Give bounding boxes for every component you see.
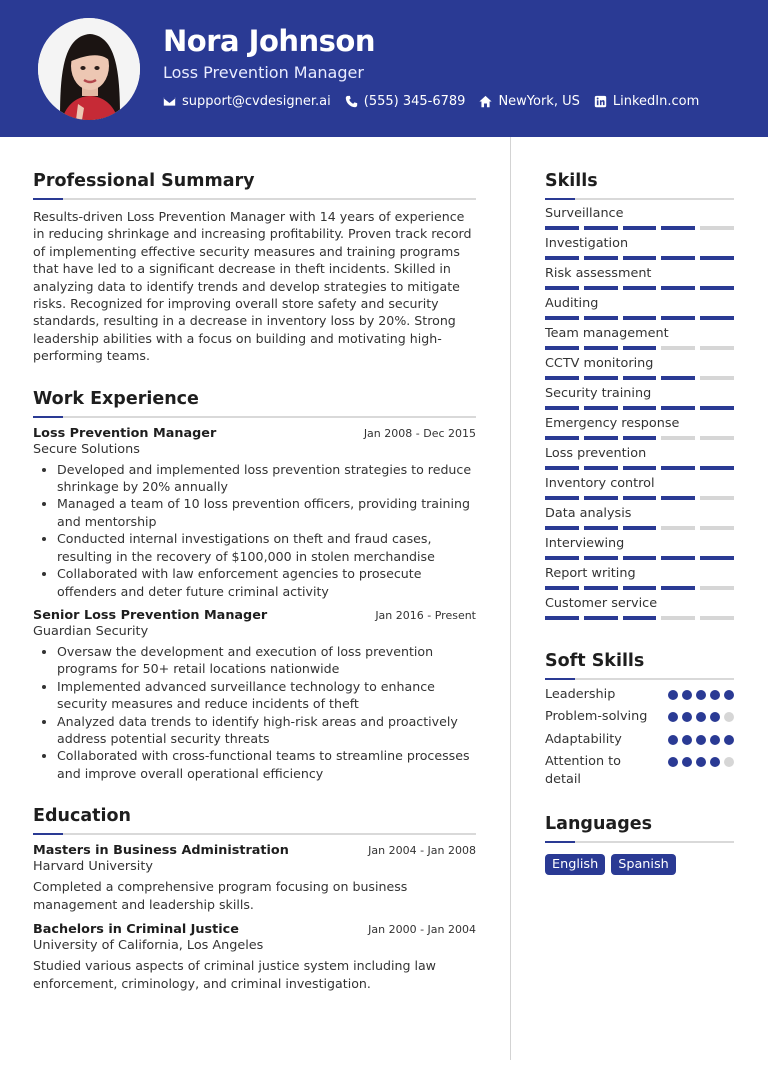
skill-level-segment bbox=[623, 226, 657, 230]
soft-skill-rating bbox=[668, 712, 734, 722]
profile-photo-icon bbox=[38, 18, 140, 120]
skill-level-segment bbox=[584, 556, 618, 560]
rating-dot bbox=[682, 712, 692, 722]
skill-level-bar bbox=[545, 526, 734, 530]
skill-name: Interviewing bbox=[545, 536, 625, 551]
rating-dot bbox=[724, 757, 734, 767]
education-description: Studied various aspects of criminal justice system including law enforcement, criminology, and criminal investigation. bbox=[33, 958, 436, 992]
skill-item bbox=[545, 206, 734, 230]
job-bullet: Oversaw the development and execution of loss prevention programs for 50+ retail locations nationwide bbox=[33, 643, 476, 678]
skill-item bbox=[545, 446, 734, 470]
skill-level-segment bbox=[545, 496, 579, 500]
skill-level-bar bbox=[545, 586, 734, 590]
skill-level-segment bbox=[661, 496, 695, 500]
skill-name: Auditing bbox=[545, 296, 599, 311]
education-section bbox=[33, 806, 476, 993]
soft-skill-rating bbox=[668, 735, 734, 745]
skill-level-segment bbox=[700, 346, 734, 350]
skill-level-segment bbox=[545, 376, 579, 380]
education-degree: Bachelors in Criminal Justice bbox=[33, 922, 239, 938]
linkedin-icon bbox=[594, 95, 607, 108]
contact-linkedin-text: LinkedIn.com bbox=[612, 94, 700, 109]
skill-level-segment bbox=[545, 586, 579, 590]
sidebar-column bbox=[545, 137, 734, 875]
skills-section bbox=[545, 171, 734, 620]
job-dates: Jan 2008 - Dec 2015 bbox=[363, 426, 476, 440]
rating-dot bbox=[682, 735, 692, 745]
skill-name: Security training bbox=[545, 386, 652, 401]
skill-name: Loss prevention bbox=[545, 446, 647, 461]
home-icon bbox=[479, 95, 492, 108]
skill-item bbox=[545, 326, 734, 350]
rating-dot bbox=[710, 690, 720, 700]
skill-item bbox=[545, 236, 734, 260]
language-tag: Spanish bbox=[611, 854, 676, 875]
avatar bbox=[38, 18, 140, 120]
skill-item bbox=[545, 296, 734, 320]
job-entry bbox=[33, 608, 476, 782]
job-bullet: Implemented advanced surveillance technology to enhance security measures and reduce incidents of theft bbox=[33, 678, 476, 713]
language-tag: English bbox=[545, 854, 605, 875]
skill-level-segment bbox=[584, 616, 618, 620]
skill-name: Surveillance bbox=[545, 206, 624, 221]
skill-level-segment bbox=[545, 316, 579, 320]
contact-location-text: NewYork, US bbox=[498, 94, 580, 109]
education-entry bbox=[33, 843, 476, 914]
skill-level-segment bbox=[661, 376, 695, 380]
skill-level-segment bbox=[623, 436, 657, 440]
skill-level-segment bbox=[623, 316, 657, 320]
skill-level-segment bbox=[584, 526, 618, 530]
section-title-soft-skills: Soft Skills bbox=[545, 651, 645, 671]
rating-dot bbox=[668, 712, 678, 722]
soft-skill-rating bbox=[668, 757, 734, 767]
languages-section bbox=[545, 814, 734, 875]
column-divider bbox=[510, 137, 511, 1060]
section-rule bbox=[545, 841, 734, 843]
skill-level-segment bbox=[700, 436, 734, 440]
skill-level-segment bbox=[623, 616, 657, 620]
skill-level-segment bbox=[545, 556, 579, 560]
skill-level-bar bbox=[545, 226, 734, 230]
skill-level-segment bbox=[584, 586, 618, 590]
skill-level-segment bbox=[623, 556, 657, 560]
rating-dot bbox=[668, 757, 678, 767]
rating-dot bbox=[696, 735, 706, 745]
skill-name: CCTV monitoring bbox=[545, 356, 654, 371]
skill-level-segment bbox=[623, 526, 657, 530]
skill-name: Customer service bbox=[545, 596, 658, 611]
skill-level-segment bbox=[700, 586, 734, 590]
job-bullet: Developed and implemented loss prevention strategies to reduce shrinkage by 20% annually bbox=[33, 461, 476, 496]
skill-level-segment bbox=[661, 256, 695, 260]
skill-level-bar bbox=[545, 256, 734, 260]
soft-skill-name: Attention to detail bbox=[545, 754, 621, 787]
section-rule bbox=[33, 833, 476, 835]
rating-dot bbox=[682, 690, 692, 700]
skill-level-segment bbox=[584, 256, 618, 260]
skill-level-segment bbox=[623, 256, 657, 260]
skill-item bbox=[545, 566, 734, 590]
skill-level-segment bbox=[700, 616, 734, 620]
skill-level-segment bbox=[700, 556, 734, 560]
skill-item bbox=[545, 416, 734, 440]
skill-name: Investigation bbox=[545, 236, 629, 251]
skill-level-segment bbox=[623, 406, 657, 410]
skill-level-bar bbox=[545, 346, 734, 350]
section-title-education: Education bbox=[33, 806, 131, 827]
skills-list bbox=[545, 206, 734, 620]
skill-level-segment bbox=[584, 226, 618, 230]
skill-level-segment bbox=[584, 496, 618, 500]
skill-level-bar bbox=[545, 286, 734, 290]
skill-name: Risk assessment bbox=[545, 266, 652, 281]
education-description: Completed a comprehensive program focusing on business management and leadership skills. bbox=[33, 879, 408, 913]
section-title-skills: Skills bbox=[545, 171, 598, 191]
soft-skill-name: Adaptability bbox=[545, 731, 622, 747]
skill-level-segment bbox=[700, 376, 734, 380]
rating-dot bbox=[668, 690, 678, 700]
education-degree: Masters in Business Administration bbox=[33, 843, 289, 859]
contact-linkedin[interactable] bbox=[594, 94, 699, 109]
main-column bbox=[33, 137, 476, 993]
contact-location bbox=[479, 94, 579, 109]
skill-level-segment bbox=[661, 406, 695, 410]
summary-text: Results-driven Loss Prevention Manager with 14 years of experience in reducing shrinkage and increasing profitability. Proven track record of implementing effective security measures and training programs that have led to a significant decrease in theft incidents. Skilled in analyzing data to identify trends and develop strategies to mitigate risks. Recognized for improving overall store safety and security standards, resulting in a decrease in inventory loss by 20%. Strong leadership abilities with a focus on building and motivating high-performing teams. bbox=[33, 209, 472, 364]
skill-level-segment bbox=[545, 466, 579, 470]
job-bullet: Analyzed data trends to identify high-risk areas and proactively address potential security threats bbox=[33, 713, 476, 748]
contact-list bbox=[163, 94, 699, 109]
section-title-languages: Languages bbox=[545, 814, 653, 835]
job-company: Secure Solutions bbox=[33, 441, 140, 457]
skill-name: Data analysis bbox=[545, 506, 632, 521]
envelope-icon bbox=[163, 95, 176, 108]
skill-level-segment bbox=[700, 406, 734, 410]
phone-icon bbox=[345, 95, 358, 108]
skill-level-segment bbox=[623, 466, 657, 470]
job-bullet: Conducted internal investigations on theft and fraud cases, resulting in the recovery of $100,000 in stolen merchandise bbox=[33, 530, 476, 565]
skill-level-segment bbox=[700, 466, 734, 470]
skill-item bbox=[545, 476, 734, 500]
skill-level-segment bbox=[661, 286, 695, 290]
education-dates: Jan 2000 - Jan 2004 bbox=[368, 923, 476, 937]
skill-level-segment bbox=[661, 316, 695, 320]
skill-level-bar bbox=[545, 466, 734, 470]
contact-email[interactable] bbox=[163, 94, 331, 109]
job-bullet: Managed a team of 10 loss prevention officers, providing training and mentorship bbox=[33, 495, 476, 530]
skill-level-bar bbox=[545, 556, 734, 560]
soft-skill-rating bbox=[668, 690, 734, 700]
skill-level-segment bbox=[545, 256, 579, 260]
contact-phone[interactable] bbox=[345, 94, 466, 109]
skill-level-segment bbox=[545, 406, 579, 410]
skill-item bbox=[545, 266, 734, 290]
skill-level-segment bbox=[661, 556, 695, 560]
skill-level-segment bbox=[623, 376, 657, 380]
education-school: University of California, Los Angeles bbox=[33, 938, 264, 954]
skill-level-bar bbox=[545, 436, 734, 440]
rating-dot bbox=[668, 735, 678, 745]
skill-level-segment bbox=[584, 346, 618, 350]
skill-level-segment bbox=[623, 286, 657, 290]
section-title-summary: Professional Summary bbox=[33, 171, 255, 191]
rating-dot bbox=[696, 712, 706, 722]
skill-level-segment bbox=[545, 526, 579, 530]
skill-level-segment bbox=[700, 526, 734, 530]
skill-level-segment bbox=[545, 346, 579, 350]
job-bullet: Collaborated with cross-functional teams to streamline processes and improve overall operational efficiency bbox=[33, 747, 476, 782]
rating-dot bbox=[696, 757, 706, 767]
skill-level-segment bbox=[661, 526, 695, 530]
rating-dot bbox=[710, 757, 720, 767]
skill-level-segment bbox=[623, 346, 657, 350]
skill-level-segment bbox=[700, 286, 734, 290]
skill-level-bar bbox=[545, 496, 734, 500]
skill-level-bar bbox=[545, 406, 734, 410]
skill-name: Report writing bbox=[545, 566, 636, 581]
job-bullet: Collaborated with law enforcement agencies to prosecute offenders and deter future criminal activity bbox=[33, 565, 476, 600]
soft-skill-item bbox=[545, 731, 734, 748]
soft-skills-list bbox=[545, 686, 734, 788]
skill-level-segment bbox=[661, 226, 695, 230]
skill-item bbox=[545, 356, 734, 380]
job-company: Guardian Security bbox=[33, 623, 149, 639]
skill-level-bar bbox=[545, 316, 734, 320]
soft-skill-name: Leadership bbox=[545, 687, 616, 702]
skill-level-segment bbox=[545, 286, 579, 290]
soft-skill-name: Problem-solving bbox=[545, 709, 648, 725]
education-school: Harvard University bbox=[33, 859, 153, 875]
rating-dot bbox=[724, 712, 734, 722]
skill-level-segment bbox=[700, 226, 734, 230]
skill-level-segment bbox=[623, 586, 657, 590]
job-title: Senior Loss Prevention Manager bbox=[33, 607, 268, 623]
skill-level-segment bbox=[545, 226, 579, 230]
skill-name: Emergency response bbox=[545, 416, 680, 431]
skill-level-segment bbox=[545, 436, 579, 440]
skill-level-bar bbox=[545, 376, 734, 380]
soft-skills-section bbox=[545, 651, 734, 788]
skill-level-segment bbox=[700, 496, 734, 500]
skill-level-segment bbox=[584, 466, 618, 470]
resume-header bbox=[0, 0, 768, 137]
education-entry bbox=[33, 922, 476, 993]
skill-level-segment bbox=[545, 616, 579, 620]
rating-dot bbox=[710, 735, 720, 745]
candidate-name: Nora Johnson bbox=[163, 24, 375, 58]
skill-name: Inventory control bbox=[545, 476, 655, 491]
skill-level-bar bbox=[545, 616, 734, 620]
candidate-role: Loss Prevention Manager bbox=[163, 63, 364, 82]
rating-dot bbox=[682, 757, 692, 767]
job-title: Loss Prevention Manager bbox=[33, 425, 217, 441]
skill-level-segment bbox=[584, 376, 618, 380]
skill-level-segment bbox=[700, 316, 734, 320]
soft-skill-item bbox=[545, 753, 734, 788]
skill-item bbox=[545, 506, 734, 530]
skill-level-segment bbox=[700, 256, 734, 260]
skill-level-segment bbox=[584, 406, 618, 410]
experience-section bbox=[33, 389, 476, 783]
contact-phone-text: (555) 345-6789 bbox=[363, 94, 466, 109]
section-rule bbox=[33, 416, 476, 418]
soft-skill-item bbox=[545, 686, 734, 703]
rating-dot bbox=[724, 690, 734, 700]
skill-name: Team management bbox=[545, 326, 669, 341]
skill-level-segment bbox=[661, 586, 695, 590]
languages-list bbox=[545, 854, 734, 875]
section-rule bbox=[545, 678, 734, 680]
job-bullets bbox=[33, 461, 476, 600]
skill-level-segment bbox=[584, 436, 618, 440]
summary-section bbox=[33, 171, 476, 365]
section-title-experience: Work Experience bbox=[33, 388, 199, 409]
skill-level-segment bbox=[661, 466, 695, 470]
skill-item bbox=[545, 386, 734, 410]
skill-level-segment bbox=[584, 286, 618, 290]
rating-dot bbox=[710, 712, 720, 722]
contact-email-text: support@cvdesigner.ai bbox=[182, 94, 331, 109]
rating-dot bbox=[724, 735, 734, 745]
section-rule bbox=[33, 198, 476, 200]
job-entry bbox=[33, 426, 476, 600]
skill-item bbox=[545, 536, 734, 560]
skill-level-segment bbox=[661, 346, 695, 350]
skill-level-segment bbox=[584, 316, 618, 320]
skill-level-segment bbox=[623, 496, 657, 500]
rating-dot bbox=[696, 690, 706, 700]
section-rule bbox=[545, 198, 734, 200]
soft-skill-item bbox=[545, 708, 734, 725]
job-bullets bbox=[33, 643, 476, 782]
job-dates: Jan 2016 - Present bbox=[375, 608, 476, 622]
skill-level-segment bbox=[661, 436, 695, 440]
education-dates: Jan 2004 - Jan 2008 bbox=[368, 844, 476, 858]
skill-item bbox=[545, 596, 734, 620]
skill-level-segment bbox=[661, 616, 695, 620]
